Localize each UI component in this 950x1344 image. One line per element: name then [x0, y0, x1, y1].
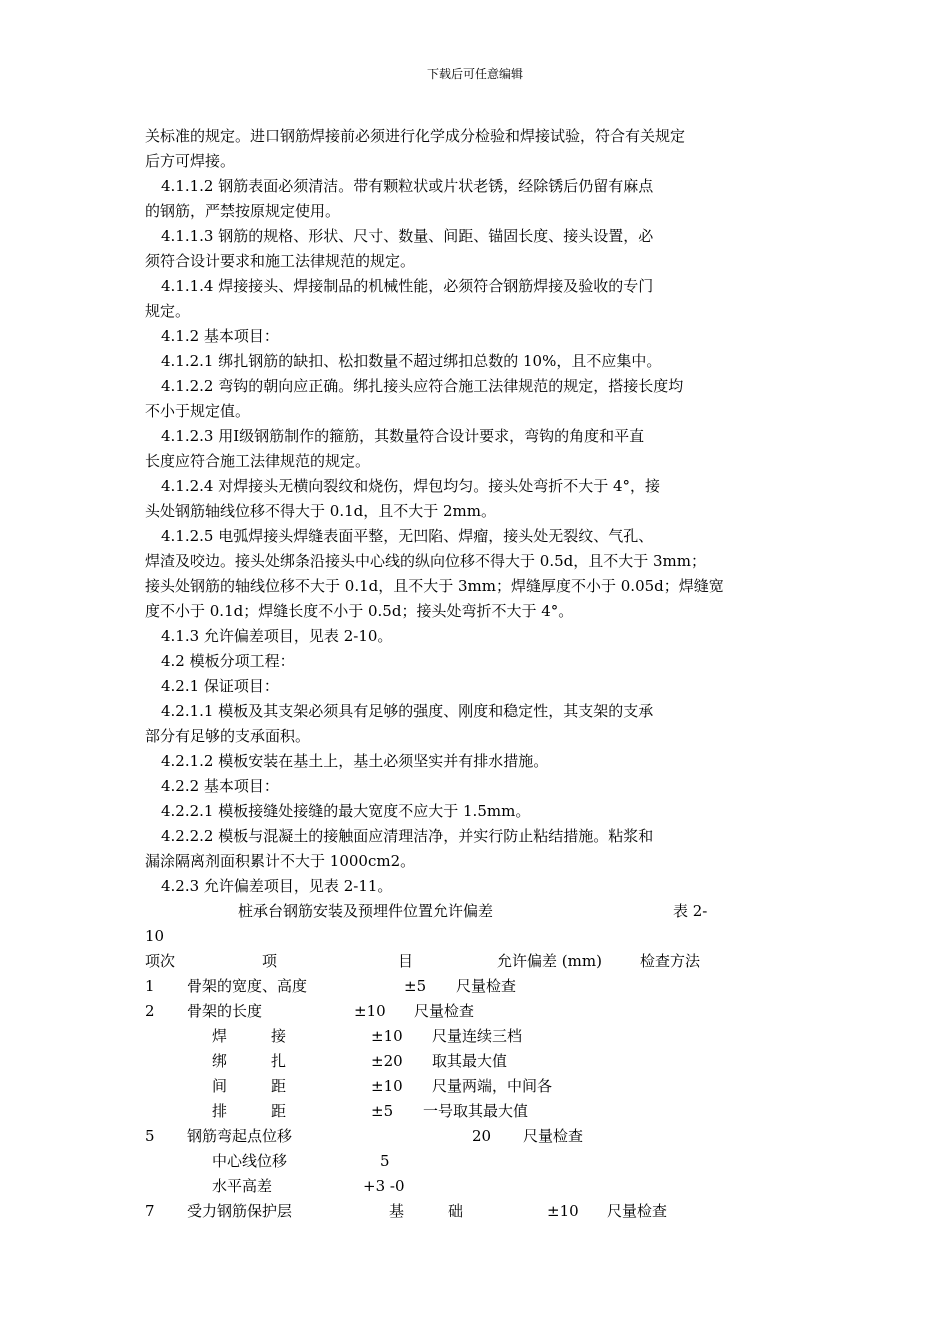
table-cell: 受力钢筋保护层 [187, 1202, 293, 1220]
table-cell: ±20 [371, 1052, 403, 1070]
table-cell: 中心线位移 [212, 1152, 288, 1170]
table-header-cell: 检查方法 [640, 952, 701, 970]
table-cell: 焊 [212, 1027, 228, 1045]
table-cell: ±5 [371, 1102, 394, 1120]
text-line: 度不小于 0.1d；焊缝长度不小于 0.5d；接头处弯折不大于 4°。 [145, 602, 574, 620]
text-line: 规定。 [145, 302, 191, 320]
text-line: 4.2.1.2 模板安装在基土上，基土必须坚实并有排水措施。 [161, 752, 549, 770]
table-cell: 基 [389, 1202, 405, 1220]
table-cell: 距 [271, 1102, 287, 1120]
text-line: 4.1.1.4 焊接接头、焊接制品的机械性能，必须符合钢筋焊接及验收的专门 [161, 277, 654, 295]
text-line: 4.1.2.3 用Ⅰ级钢筋制作的箍筋，其数量符合设计要求，弯钩的角度和平直 [161, 427, 645, 445]
text-line: 4.1.1.3 钢筋的规格、形状、尺寸、数量、间距、锚固长度、接头设置，必 [161, 227, 654, 245]
text-line: 4.2.3 允许偏差项目，见表 2-11。 [161, 877, 393, 895]
table-cell: 尺量两端，中间各 [432, 1077, 553, 1095]
table-cell: +3 -0 [363, 1177, 405, 1195]
table-cell: 绑 [212, 1052, 228, 1070]
table-header-cell: 项 [262, 952, 278, 970]
text-line: 关标准的规定。进口钢筋焊接前必须进行化学成分检验和焊接试验，符合有关规定 [145, 127, 686, 145]
table-header-cell: 项次 [145, 952, 176, 970]
text-line: 4.1.2.4 对焊接头无横向裂纹和烧伤，焊包均匀。接头处弯折不大于 4°，接 [161, 477, 661, 495]
text-line: 4.2.2 基本项目： [161, 777, 279, 795]
table-cell: 尺量连续三档 [432, 1027, 523, 1045]
table-cell: ±10 [354, 1002, 386, 1020]
table-cell: 5 [380, 1152, 390, 1170]
text-line: 焊渣及咬边。接头处绑条沿接头中心线的纵向位移不得大于 0.5d，且不大于 3mm； [145, 552, 706, 570]
table-cell: ±10 [547, 1202, 579, 1220]
text-line: 4.1.2.2 弯钩的朝向应正确。绑扎接头应符合施工法律规范的规定，搭接长度均 [161, 377, 684, 395]
table-cell: ±5 [404, 977, 427, 995]
table-cell: ±10 [371, 1027, 403, 1045]
text-line: 部分有足够的支承面积。 [145, 727, 311, 745]
text-line: 4.2.2.2 模板与混凝土的接触面应清理洁净，并实行防止粘结措施。粘浆和 [161, 827, 654, 845]
page-header: 下载后可任意编辑 [426, 67, 523, 81]
text-line: 4.2.1 保证项目： [161, 677, 279, 695]
table-cell: 距 [271, 1077, 287, 1095]
table-cell: 骨架的宽度、高度 [187, 977, 308, 995]
table-cell: 1 [145, 977, 155, 995]
text-line: 长度应符合施工法律规范的规定。 [145, 452, 371, 470]
table-cell: 取其最大值 [432, 1052, 508, 1070]
table-cell: 尺量检查 [456, 977, 517, 995]
text-line: 4.1.3 允许偏差项目，见表 2-10。 [161, 627, 393, 645]
table-cell: 7 [145, 1202, 155, 1220]
text-line: 4.1.1.2 钢筋表面必须清洁。带有颗粒状或片状老锈，经除锈后仍留有麻点 [161, 177, 654, 195]
table-cell: 尺量检查 [414, 1002, 475, 1020]
text-line: 漏涂隔离剂面积累计不大于 1000cm2。 [145, 852, 416, 870]
table-cell: 5 [145, 1127, 155, 1145]
text-line: 4.1.2 基本项目： [161, 327, 279, 345]
text-line: 4.1.2.5 电弧焊接头焊缝表面平整，无凹陷、焊瘤，接头处无裂纹、气孔、 [161, 527, 654, 545]
table-title: 桩承台钢筋安装及预埋件位置允许偏差 [238, 902, 494, 920]
table-cell: 接 [271, 1027, 287, 1045]
table-cell: 水平高差 [212, 1177, 273, 1195]
table-cell: 骨架的长度 [187, 1002, 263, 1020]
table-cell: 排 [212, 1102, 228, 1120]
text-line: 须符合设计要求和施工法律规范的规定。 [145, 252, 416, 270]
text-line: 的钢筋，严禁按原规定使用。 [145, 202, 341, 220]
table-cell: 础 [448, 1202, 464, 1220]
table-header-cell: 目 [398, 952, 414, 970]
text-line: 4.2.1.1 模板及其支架必须具有足够的强度、刚度和稳定性，其支架的支承 [161, 702, 654, 720]
table-cell: 20 [472, 1127, 492, 1145]
table-cell: 钢筋弯起点位移 [187, 1127, 293, 1145]
text-line: 后方可焊接。 [145, 152, 236, 170]
table-number: 表 2- [673, 902, 708, 920]
table-number-cont: 10 [145, 927, 165, 945]
table-cell: 尺量检查 [523, 1127, 584, 1145]
text-line: 4.2 模板分项工程： [161, 652, 295, 670]
table-cell: 间 [212, 1077, 228, 1095]
table-header-cell: 允许偏差 (mm) [497, 952, 602, 970]
text-line: 不小于规定值。 [145, 402, 251, 420]
text-line: 4.1.2.1 绑扎钢筋的缺扣、松扣数量不超过绑扣总数的 10%，且不应集中。 [161, 352, 662, 370]
table-cell: ±10 [371, 1077, 403, 1095]
text-line: 头处钢筋轴线位移不得大于 0.1d，且不大于 2mm。 [145, 502, 496, 520]
table-cell: 2 [145, 1002, 155, 1020]
text-line: 4.2.2.1 模板接缝处接缝的最大宽度不应大于 1.5mm。 [161, 802, 531, 820]
table-cell: 扎 [271, 1052, 287, 1070]
table-cell: 一号取其最大值 [423, 1102, 529, 1120]
table-cell: 尺量检查 [607, 1202, 668, 1220]
text-line: 接头处钢筋的轴线位移不大于 0.1d，且不大于 3mm；焊缝厚度不小于 0.05d；焊缝宽 [145, 577, 724, 595]
